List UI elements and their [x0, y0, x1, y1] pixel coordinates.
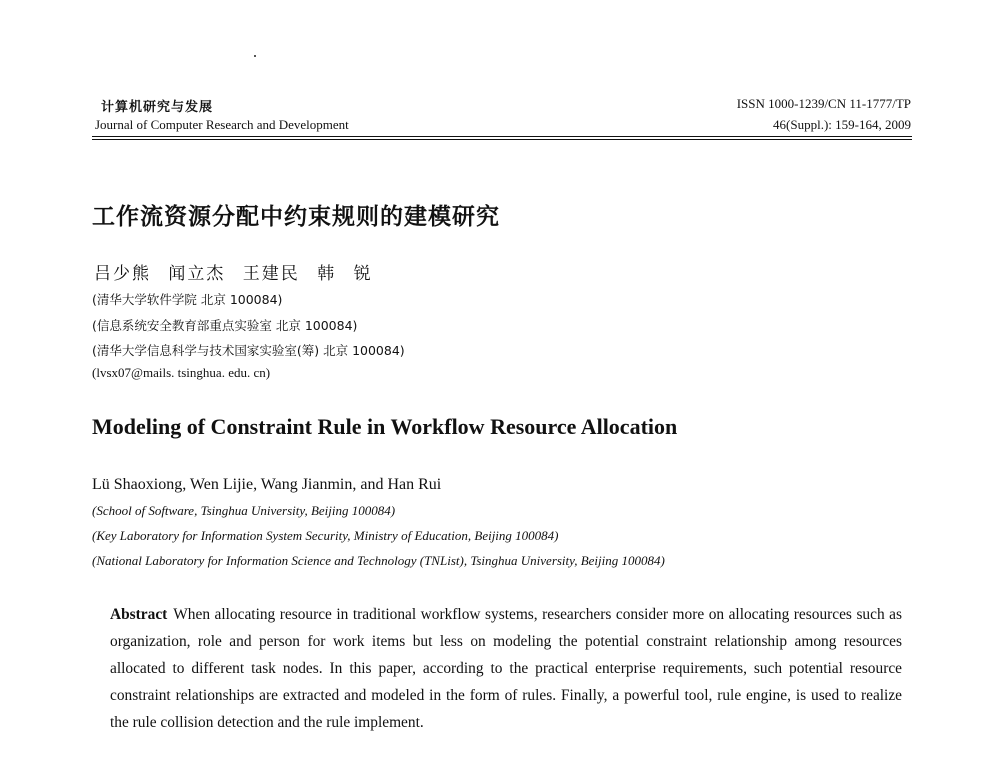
title-english: Modeling of Constraint Rule in Workflow Resource Allocation	[92, 414, 678, 439]
abstract	[110, 601, 902, 736]
affiliation-en-3: (National Laboratory for Information Science and Technology (TNList), Tsinghua University, Beijing 100084)	[92, 553, 665, 568]
authors-english: Lü Shaoxiong, Wen Lijie, Wang Jianmin, and Han Rui	[92, 476, 442, 493]
volume-pages: 46(Suppl.): 159-164, 2009	[773, 117, 911, 132]
issn: ISSN 1000-1239/CN 11-1777/TP	[736, 96, 911, 111]
title-chinese: 工作流资源分配中约束规则的建模研究	[92, 204, 500, 230]
journal-name-cn: 计算机研究与发展	[101, 100, 214, 115]
abstract-label: Abstract	[110, 606, 168, 623]
affiliation-cn-3: (清华大学信息科学与技术国家实验室(筹) 北京 100084)	[92, 343, 405, 358]
abstract-text: When allocating resource in traditional workflow systems, researchers consider more on allocating resources such as organization, role and person for work items but less on modeling the potential constraint relationship among resources allocated to different task nodes. In this paper, according to the practical enterprise requirements, such potential resource constraint relationships are extracted and modeled in the form of rules. Finally, a powerful tool, rule engine, is used to realize the rule collision detection and the rule implement.	[110, 606, 902, 731]
scan-speck	[254, 55, 256, 57]
affiliation-cn-1: (清华大学软件学院 北京 100084)	[92, 292, 283, 307]
authors-chinese: 吕少熊 闻立杰 王建民 韩 锐	[94, 264, 373, 284]
header-rule-second	[92, 139, 912, 140]
header-rule	[92, 136, 912, 137]
contact-email: (lvsx07@mails. tsinghua. edu. cn)	[92, 365, 271, 380]
affiliation-cn-2: (信息系统安全教育部重点实验室 北京 100084)	[92, 318, 358, 333]
affiliation-en-1: (School of Software, Tsinghua University, Beijing 100084)	[92, 503, 396, 518]
affiliation-en-2: (Key Laboratory for Information System Security, Ministry of Education, Beijing 100084)	[92, 528, 559, 543]
journal-name-en: Journal of Computer Research and Development	[95, 117, 349, 132]
